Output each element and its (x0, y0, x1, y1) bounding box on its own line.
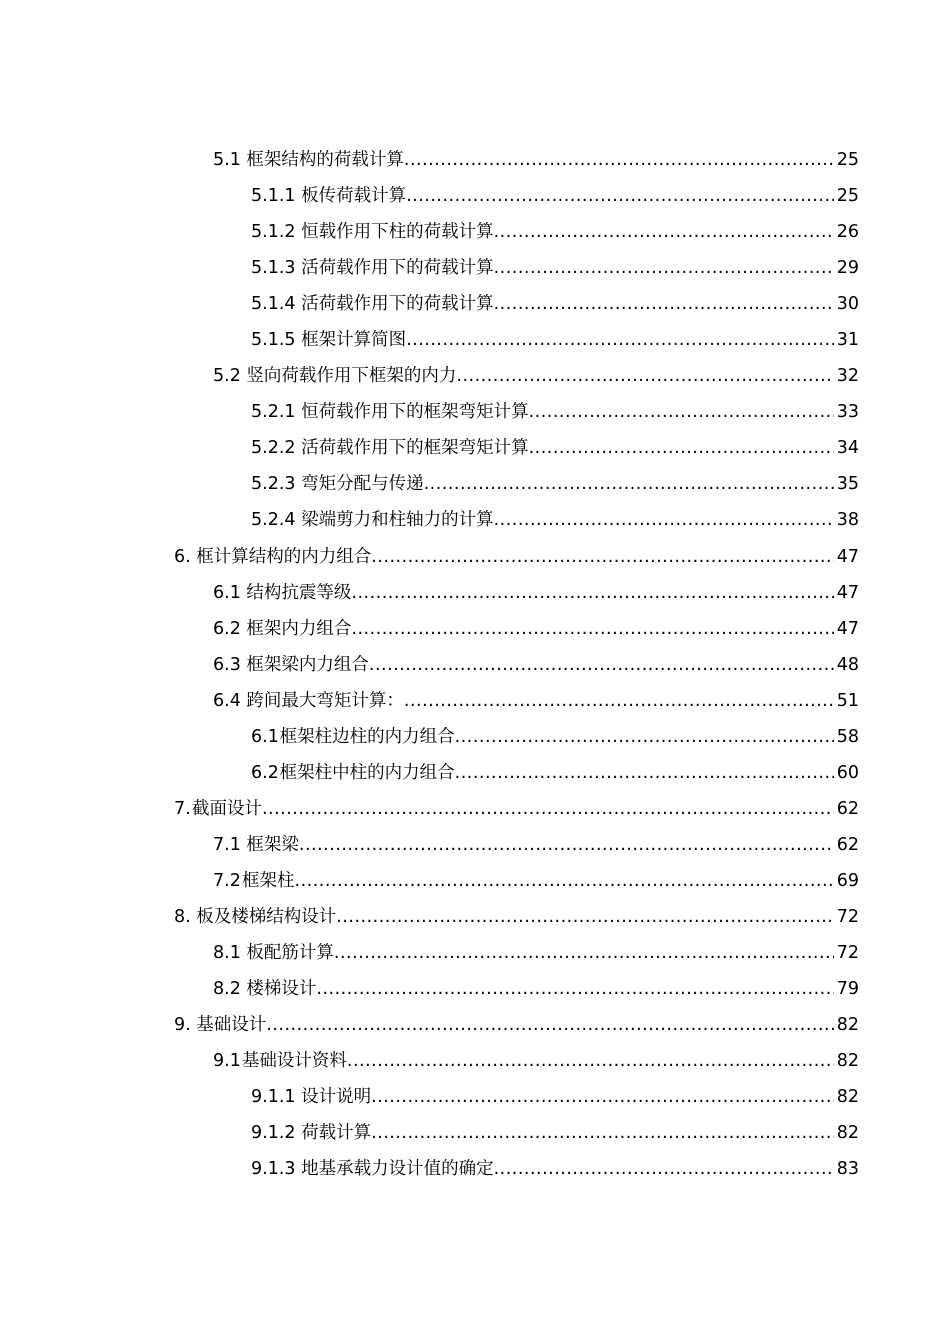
dot-leader (404, 683, 834, 719)
toc-entry[interactable] (0, 863, 950, 899)
dot-leader (406, 178, 834, 214)
toc-entry-title: 框架柱中柱的内力组合 (279, 762, 455, 783)
toc-entry[interactable] (0, 394, 950, 430)
toc-entry-number: 9.1.1 (251, 1087, 296, 1108)
toc-entry[interactable] (0, 575, 950, 611)
toc-entry[interactable] (0, 322, 950, 358)
dot-leader (494, 250, 834, 286)
toc-entry-title: 跨间最大弯矩计算： (246, 690, 404, 711)
toc-entry-title: 基础设计资料 (241, 1051, 347, 1072)
dot-leader (424, 466, 834, 502)
toc-entry-number: 5.1.4 (251, 294, 296, 315)
toc-entry[interactable] (0, 719, 950, 755)
dot-leader (371, 1079, 834, 1115)
toc-entry-page: 72 (836, 907, 859, 927)
toc-entry-number: 7.2 (213, 870, 241, 891)
toc-entry-title: 框计算结构的内力组合 (196, 546, 372, 567)
toc-entry[interactable] (0, 755, 950, 791)
toc-entry-title: 框架柱 (242, 870, 295, 891)
toc-entry-number: 8.2 (213, 979, 241, 1000)
toc-entry-number: 6.2 (213, 618, 241, 639)
dot-leader (371, 1115, 834, 1151)
toc-entry-number: 5.2.4 (251, 510, 296, 531)
toc-entry-page: 62 (836, 834, 859, 855)
table-of-contents (0, 142, 950, 1187)
toc-entry[interactable] (0, 1151, 950, 1187)
toc-entry-page: 82 (836, 1123, 859, 1144)
toc-entry-number: 5.2.3 (251, 474, 296, 495)
toc-entry-number: 8.1 (213, 943, 241, 964)
toc-entry-page: 47 (836, 618, 859, 639)
dot-leader (299, 827, 834, 863)
toc-entry-number: 5.1.3 (251, 258, 296, 279)
dot-leader (266, 1007, 834, 1043)
toc-entry-title: 恒载作用下柱的荷载计算 (301, 222, 494, 243)
dot-leader (529, 394, 834, 430)
toc-entry-number: 6.4 (213, 690, 241, 711)
toc-entry-number: 9. (174, 1015, 191, 1036)
toc-entry[interactable] (0, 611, 950, 647)
toc-entry-title: 楼梯设计 (246, 979, 317, 1000)
toc-entry-title: 梁端剪力和柱轴力的计算 (301, 510, 494, 531)
toc-entry[interactable] (0, 466, 950, 502)
dot-leader (494, 502, 834, 538)
dot-leader (455, 719, 834, 755)
toc-entry[interactable] (0, 827, 950, 863)
toc-entry-number: 5.1.2 (251, 222, 296, 243)
toc-entry-number: 5.2.1 (251, 402, 296, 423)
dot-leader (295, 863, 834, 899)
dot-leader (336, 899, 834, 935)
dot-leader (262, 791, 834, 827)
dot-leader (351, 611, 834, 647)
toc-entry-page: 31 (836, 330, 859, 351)
toc-entry[interactable] (0, 502, 950, 538)
toc-entry-page: 48 (836, 654, 859, 675)
toc-entry-title: 板传荷载计算 (301, 186, 407, 207)
toc-entry-page: 62 (836, 798, 859, 819)
dot-leader (529, 430, 834, 466)
toc-entry-page: 47 (836, 582, 859, 603)
toc-entry-title: 弯矩分配与传递 (301, 474, 424, 495)
toc-entry-title: 地基承载力设计值的确定 (301, 1159, 494, 1180)
toc-entry-number: 5.1 (213, 150, 241, 171)
toc-entry[interactable] (0, 430, 950, 466)
toc-entry-number: 8. (174, 907, 191, 927)
toc-entry-title: 竖向荷载作用下框架的内力 (246, 366, 457, 387)
toc-entry-number: 5.2 (213, 366, 241, 387)
toc-entry-page: 25 (836, 186, 859, 207)
toc-entry-number: 9.1.3 (251, 1159, 296, 1180)
toc-entry-title: 设计说明 (301, 1087, 372, 1108)
toc-entry[interactable] (0, 791, 950, 827)
toc-entry-page: 47 (836, 546, 859, 567)
toc-entry[interactable] (0, 1043, 950, 1079)
toc-entry-page: 32 (836, 366, 859, 387)
toc-entry[interactable] (0, 971, 950, 1007)
toc-entry-page: 25 (836, 150, 859, 171)
toc-entry-page: 29 (836, 258, 859, 279)
toc-entry-title: 框架内力组合 (246, 618, 352, 639)
toc-entry[interactable] (0, 250, 950, 286)
toc-entry-page: 82 (836, 1015, 859, 1036)
toc-entry[interactable] (0, 214, 950, 250)
toc-entry-number: 5.1.1 (251, 186, 296, 207)
toc-entry-page: 83 (836, 1159, 859, 1180)
toc-entry-title: 框架梁 (246, 834, 299, 855)
toc-entry-number: 6. (174, 546, 191, 567)
toc-entry-title: 恒荷载作用下的框架弯矩计算 (301, 402, 529, 423)
toc-entry-page: 35 (836, 474, 859, 495)
toc-entry-title: 截面设计 (191, 798, 262, 819)
toc-entry-title: 板配筋计算 (246, 943, 334, 964)
toc-entry-number: 9.1 (213, 1051, 241, 1072)
toc-entry-number: 6.1 (213, 582, 241, 603)
dot-leader (455, 755, 834, 791)
toc-entry[interactable] (0, 935, 950, 971)
toc-entry-number: 5.2.2 (251, 438, 296, 459)
toc-entry-number: 6.3 (213, 654, 241, 675)
dot-leader (369, 647, 834, 683)
toc-entry[interactable] (0, 1007, 950, 1043)
toc-entry-number: 7. (174, 798, 191, 819)
dot-leader (494, 286, 834, 322)
toc-entry-number: 6.1 (251, 726, 279, 747)
toc-entry-page: 60 (836, 762, 859, 783)
toc-entry[interactable] (0, 1079, 950, 1115)
toc-entry-number: 7.1 (213, 834, 241, 855)
toc-entry-title: 基础设计 (196, 1015, 267, 1036)
toc-entry[interactable] (0, 647, 950, 683)
toc-entry-title: 活荷载作用下的荷载计算 (301, 294, 494, 315)
toc-entry-page: 30 (836, 294, 859, 315)
toc-entry-page: 26 (836, 222, 859, 243)
toc-entry[interactable] (0, 899, 950, 935)
toc-entry-title: 框架结构的荷载计算 (246, 150, 404, 171)
toc-entry[interactable] (0, 286, 950, 322)
toc-entry-number: 6.2 (251, 762, 279, 783)
toc-entry-title: 板及楼梯结构设计 (196, 907, 337, 927)
toc-entry[interactable] (0, 358, 950, 394)
toc-entry[interactable] (0, 1115, 950, 1151)
toc-entry-page: 82 (836, 1087, 859, 1108)
toc-entry-number: 5.1.5 (251, 330, 296, 351)
toc-entry-page: 58 (836, 726, 859, 747)
toc-entry-page: 79 (836, 979, 859, 1000)
dot-leader (494, 1151, 834, 1187)
toc-entry-title: 框架计算简图 (301, 330, 407, 351)
toc-entry-page: 69 (836, 870, 859, 891)
toc-entry-number: 9.1.2 (251, 1123, 296, 1144)
toc-entry-title: 结构抗震等级 (246, 582, 352, 603)
toc-entry[interactable] (0, 142, 950, 178)
dot-leader (494, 214, 834, 250)
toc-entry-title: 框架梁内力组合 (246, 654, 369, 675)
toc-entry[interactable] (0, 539, 950, 575)
toc-entry-page: 51 (836, 690, 859, 711)
toc-entry-title: 活荷载作用下的荷载计算 (301, 258, 494, 279)
toc-entry-page: 33 (836, 402, 859, 423)
toc-entry-page: 38 (836, 510, 859, 531)
dot-leader (456, 358, 834, 394)
toc-entry-title: 荷载计算 (301, 1123, 372, 1144)
toc-entry[interactable] (0, 178, 950, 214)
dot-leader (404, 142, 834, 178)
dot-leader (371, 539, 834, 575)
toc-entry-page: 34 (836, 438, 859, 459)
toc-entry[interactable] (0, 683, 950, 719)
toc-entry-title: 框架柱边柱的内力组合 (279, 726, 455, 747)
dot-leader (316, 971, 834, 1007)
dot-leader (334, 935, 834, 971)
dot-leader (351, 575, 834, 611)
dot-leader (406, 322, 834, 358)
dot-leader (347, 1043, 834, 1079)
toc-entry-title: 活荷载作用下的框架弯矩计算 (301, 438, 529, 459)
toc-entry-page: 82 (836, 1051, 859, 1072)
toc-entry-page: 72 (836, 943, 859, 964)
